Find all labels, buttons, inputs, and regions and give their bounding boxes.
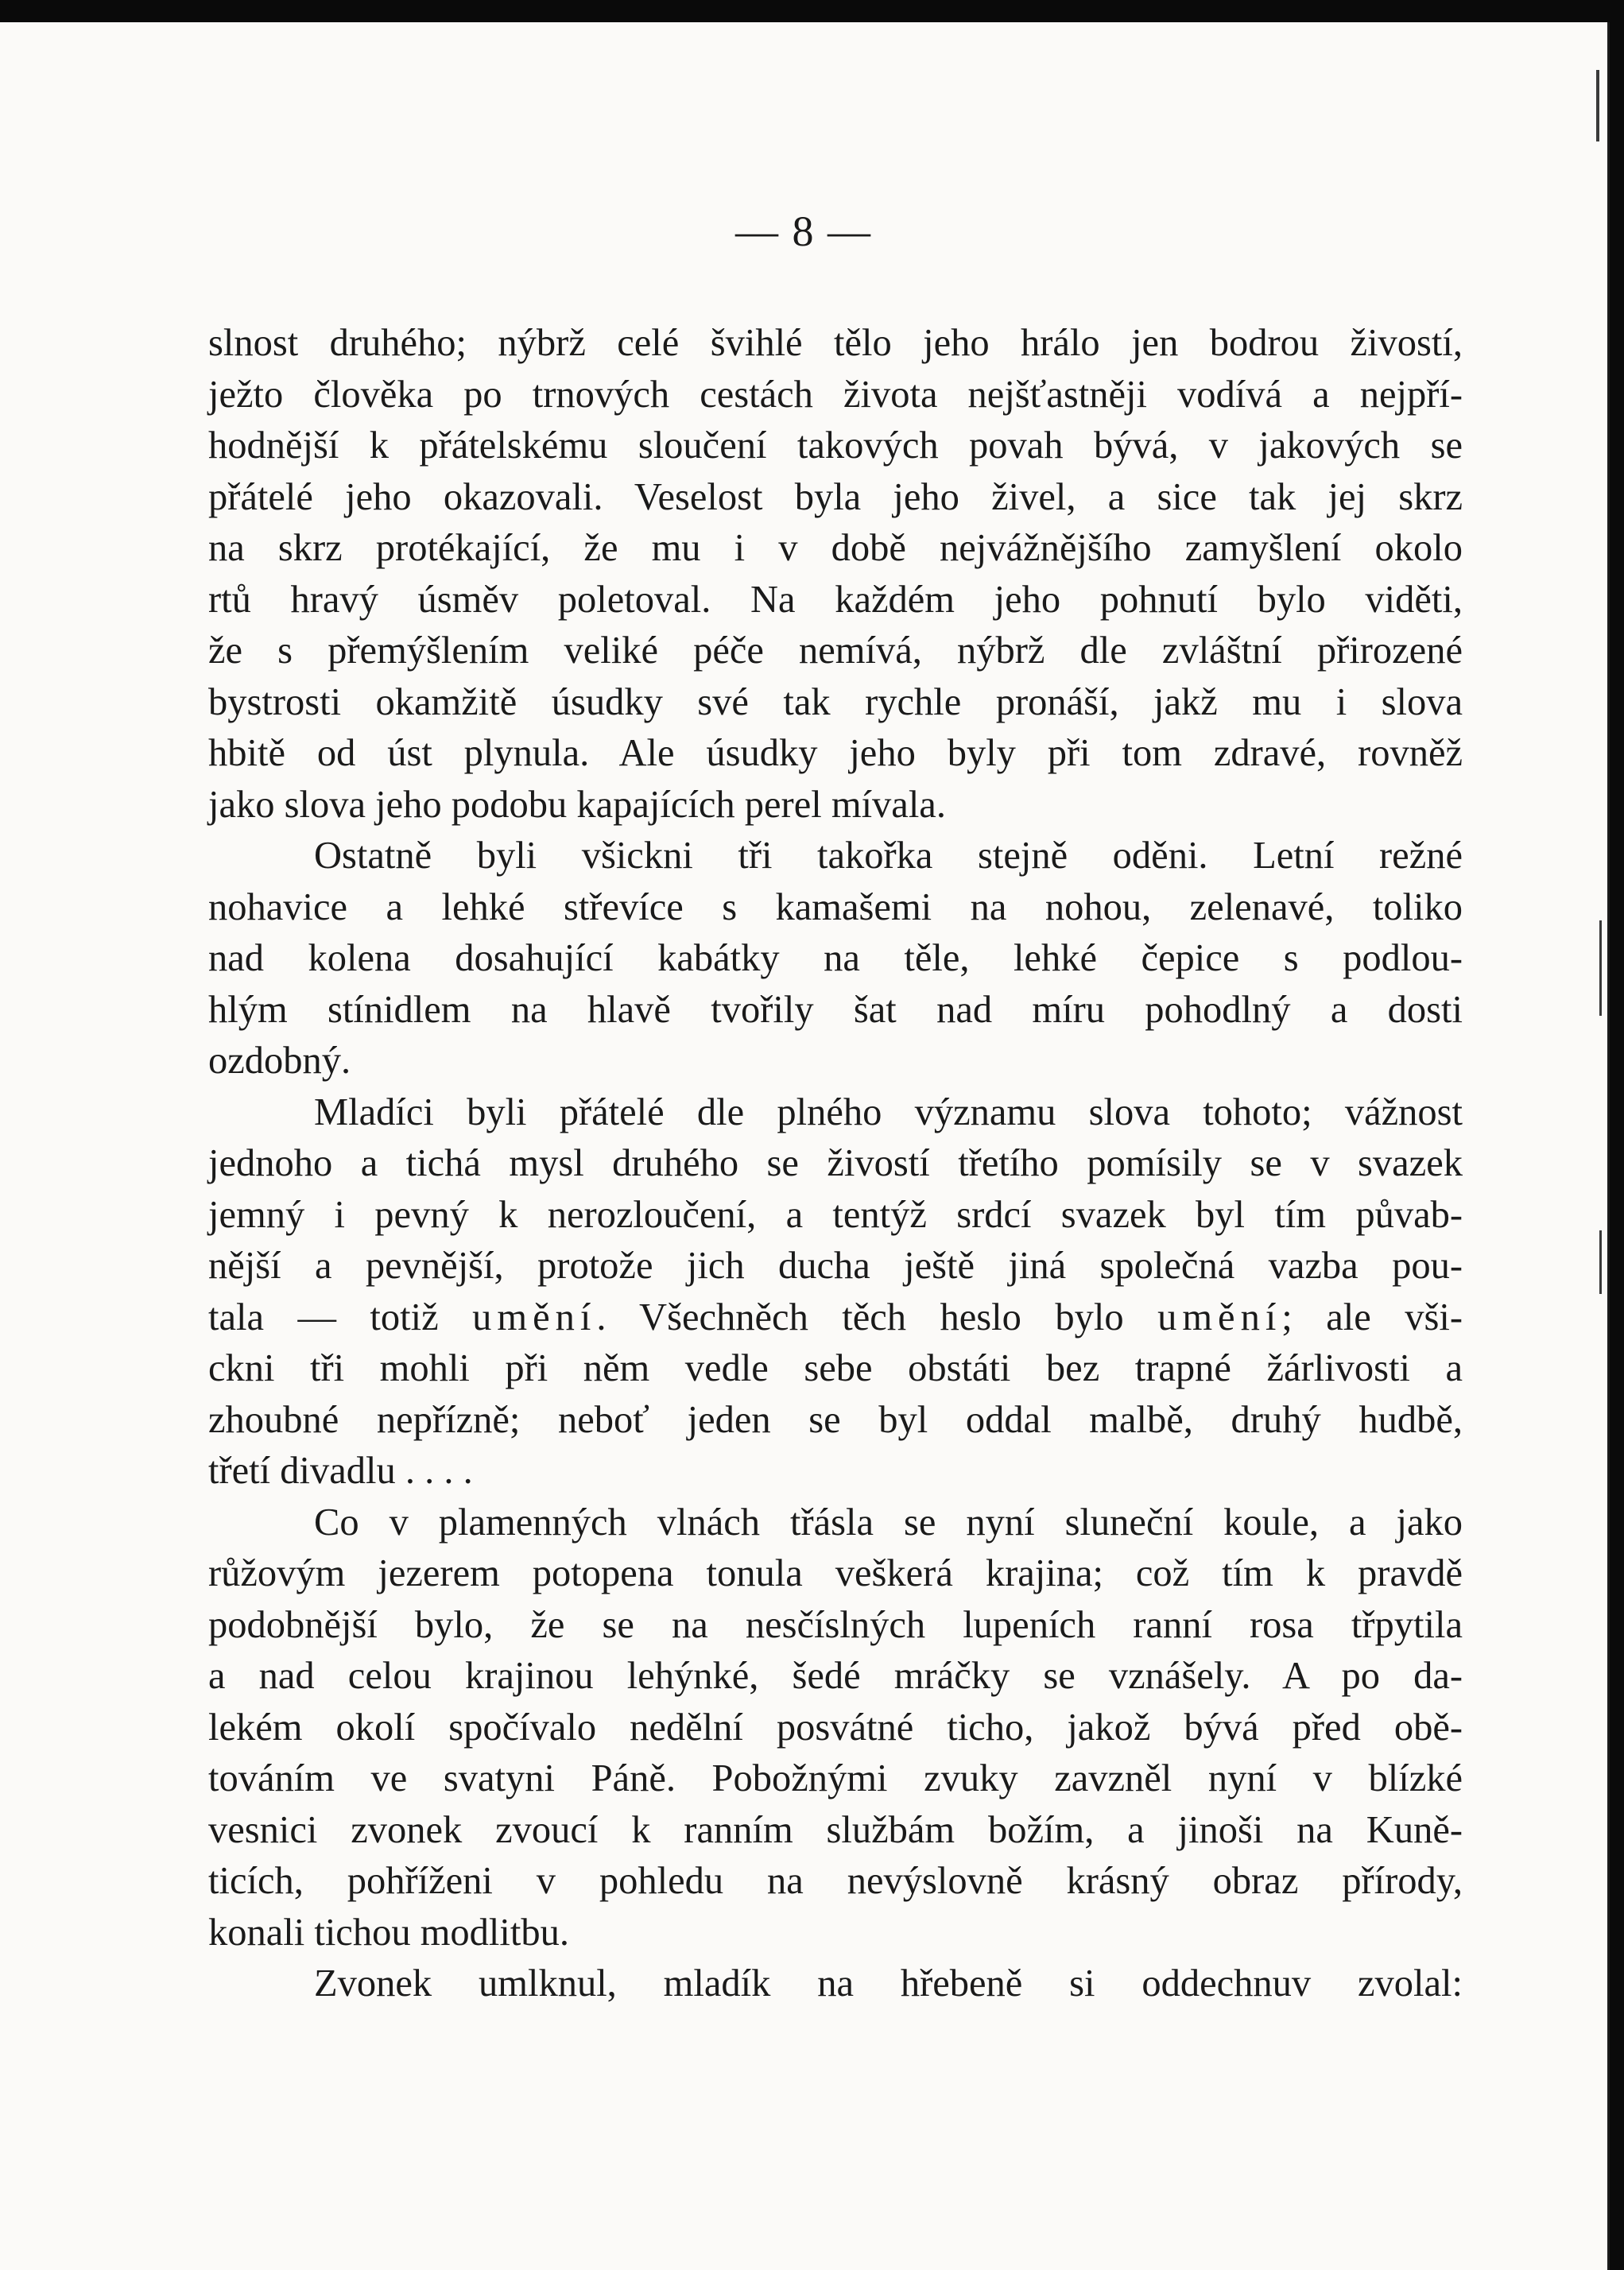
spaced-emphasis: umění	[1157, 1296, 1282, 1338]
text-line: továním ve svatyni Páně. Pobožnými zvuky zavzněl nyní v blízké	[208, 1757, 1463, 1799]
text-line: lekém okolí spočívalo nedělní posvátné ticho, jakož bývá před obě-	[208, 1706, 1463, 1749]
paragraph-start-line: Ostatně byli všickni tři takořka stejně oděni. Letní režné	[314, 835, 1463, 877]
text-line: jako slova jeho podobu kapajících perel mívala.	[208, 783, 946, 826]
paragraph-start-line: Co v plamenných vlnách třásla se nyní sluneční koule, a jako	[314, 1501, 1463, 1544]
page-number: — 8 —	[735, 207, 872, 255]
text-line: nad kolena dosahující kabátky na těle, lehké čepice s podlou-	[208, 937, 1463, 979]
text-line: ježto člověka po trnových cestách života nejšťastněji vodívá a nejpří-	[208, 373, 1463, 416]
paragraph-start-line: Mladíci byli přátelé dle plného významu slova tohoto; vážnost	[314, 1090, 1463, 1133]
text-line: nohavice a lehké střevíce s kamašemi na nohou, zelenavé, toliko	[208, 885, 1463, 928]
text-line: bystrosti okamžitě úsudky své tak rychle pronáší, jakž mu i slova	[208, 680, 1463, 723]
text-line: konali tichou modlitbu.	[208, 1911, 569, 1954]
text-line: ticích, pohříženi v pohledu na nevýslovně krásný obraz přírody,	[208, 1860, 1463, 1902]
book-page	[0, 22, 1610, 2270]
text-line: jemný i pevný k nerozloučení, a tentýž srdcí svazek byl tím půvab-	[208, 1193, 1463, 1236]
text-line: přátelé jeho okazovali. Veselost byla jeho živel, a sice tak jej skrz	[208, 475, 1463, 518]
text-line: hlým stínidlem na hlavě tvořily šat nad míru pohodlný a dosti	[208, 988, 1463, 1031]
text-line: nější a pevnější, protože jich ducha ještě jiná společná vazba pou-	[208, 1245, 1463, 1287]
text-line: a nad celou krajinou lehýnké, šedé mráčky se vznášely. A po da-	[208, 1655, 1463, 1697]
text-line: růžovým jezerem potopena tonula veškerá krajina; což tím k pravdě	[208, 1552, 1463, 1594]
text-line: vesnici zvonek zvoucí k ranním službám božím, a jinoši na Kuně-	[208, 1808, 1463, 1851]
text-fragment: . Všechněch těch heslo bylo	[596, 1296, 1158, 1338]
text-line: jednoho a tichá mysl druhého se živostí třetího pomísily se v svazek	[208, 1142, 1463, 1184]
text-line: zhoubné nepřízně; neboť jeden se byl oddal malbě, druhý hudbě,	[208, 1398, 1463, 1441]
text-line: rtů hravý úsměv poletoval. Na každém jeho pohnutí bylo viděti,	[208, 578, 1463, 621]
text-line: na skrz protékající, že mu i v době nejvážnějšího zamyšlení okolo	[208, 527, 1463, 569]
text-line: hbitě od úst plynula. Ale úsudky jeho byly při tom zdravé, rovněž	[208, 732, 1463, 774]
page-edge-mark	[1596, 70, 1599, 141]
text-line: slnost druhého; nýbrž celé švihlé tělo jeho hrálo jen bodrou živostí,	[208, 322, 1463, 364]
paragraph-start-line: Zvonek umlknul, mladík na hřebeně si oddechnuv zvolal:	[314, 1962, 1463, 2005]
page-edge-mark	[1599, 1230, 1602, 1294]
spaced-emphasis: umění	[472, 1296, 597, 1338]
text-line: podobnější bylo, že se na nesčíslných lupeních ranní rosa třpytila	[208, 1603, 1463, 1646]
text-fragment: tala — totiž	[208, 1296, 473, 1338]
body-text	[208, 318, 1463, 2010]
text-line: že s přemýšlením veliké péče nemívá, nýbrž dle zvláštní přirozené	[208, 629, 1463, 672]
page-edge-mark	[1599, 920, 1602, 1016]
text-line	[208, 1292, 1463, 1344]
text-line: ozdobný.	[208, 1040, 351, 1082]
text-line: hodnější k přátelskému sloučení takových povah bývá, v jakových se	[208, 424, 1463, 467]
text-line: třetí divadlu . . . .	[208, 1450, 473, 1492]
text-fragment: ; ale vši-	[1281, 1296, 1463, 1338]
text-line: ckni tři mohli při něm vedle sebe obstáti bez trapné žárlivosti a	[208, 1347, 1463, 1389]
